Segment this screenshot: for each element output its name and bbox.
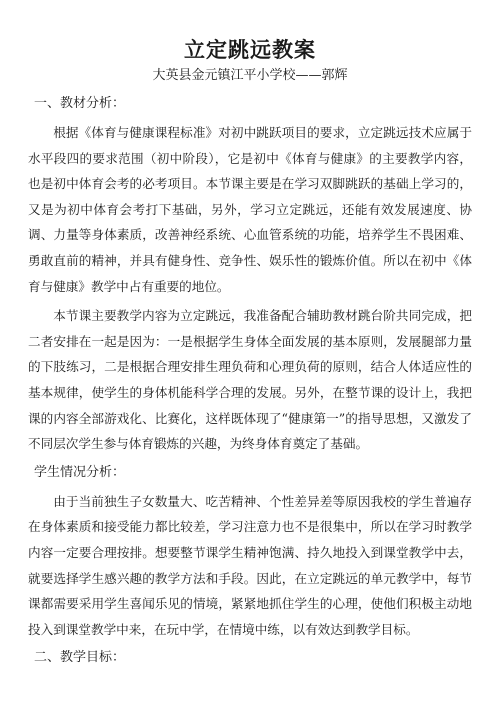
- document-subtitle: 大英县金元镇江平小学校——郭辉: [152, 68, 348, 83]
- paragraph: 由于当前独生子女数量大、吃苦精神、个性差异差等原因我校的学生普遍存在身体素质和接受能力都比较差，学习注意力也不是很集中，所以在学习时教学内容一定要合理按排。想要整节课学生精神饱满、持久地投入到课堂教学中去，就要选择学生感兴趣的教学方法和手段。因此，在立定跳远的单元教学中，每节课都需要采用学生喜闻乐见的情境，紧紧地抓住学生的心理，使他们积极主动地投入到课堂教学中来，在玩中学，在情境中练，以有效达到教学目标。: [28, 493, 472, 637]
- paragraph: 根据《体育与健康课程标准》对初中跳跃项目的要求，立定跳远技术应属于水平段四的要求范围（初中阶段），它是初中《体育与健康》的主要教学内容，也是初中体育会考的必考项目。本节课主要是在学习双脚跳跃的基础上学习的，又是为初中体育会考打下基础，另外，学习立定跳远，还能有效发展速度、协调、力量等身体素质，改善神经系统、心血管系统的功能，培养学生不畏困难、勇敢直前的精神，并具有健身性、竞争性、娱乐性的锻炼价值。所以在初中《体育与健康》教学中占有重要的地位。: [28, 125, 472, 294]
- paragraph: 本节课主要教学内容为立定跳远，我准备配合辅助教材跳台阶共同完成，把二者安排在一起是因为：一是根据学生身体全面发展的基本原则，发展腿部力量的下肢练习，二是根据合理安排生理负荷和心理负荷的原则，结合人体适应性的基本规律，使学生的身体机能科学合理的发展。另外，在整节课的设计上，我把课的内容全部游戏化、比赛化，这样既体现了“健康第一”的指导思想，又激发了不同层次学生参与体育锻炼的兴趣，为终身体育奠定了基础。: [28, 308, 472, 452]
- section-heading-student-analysis: 学生情况分析：: [34, 464, 126, 480]
- section-heading-textbook-analysis: 一、教材分析：: [34, 96, 126, 111]
- section-heading-teaching-goals: 二、教学目标：: [34, 650, 126, 666]
- document-title: 立定跳远教案: [184, 37, 316, 62]
